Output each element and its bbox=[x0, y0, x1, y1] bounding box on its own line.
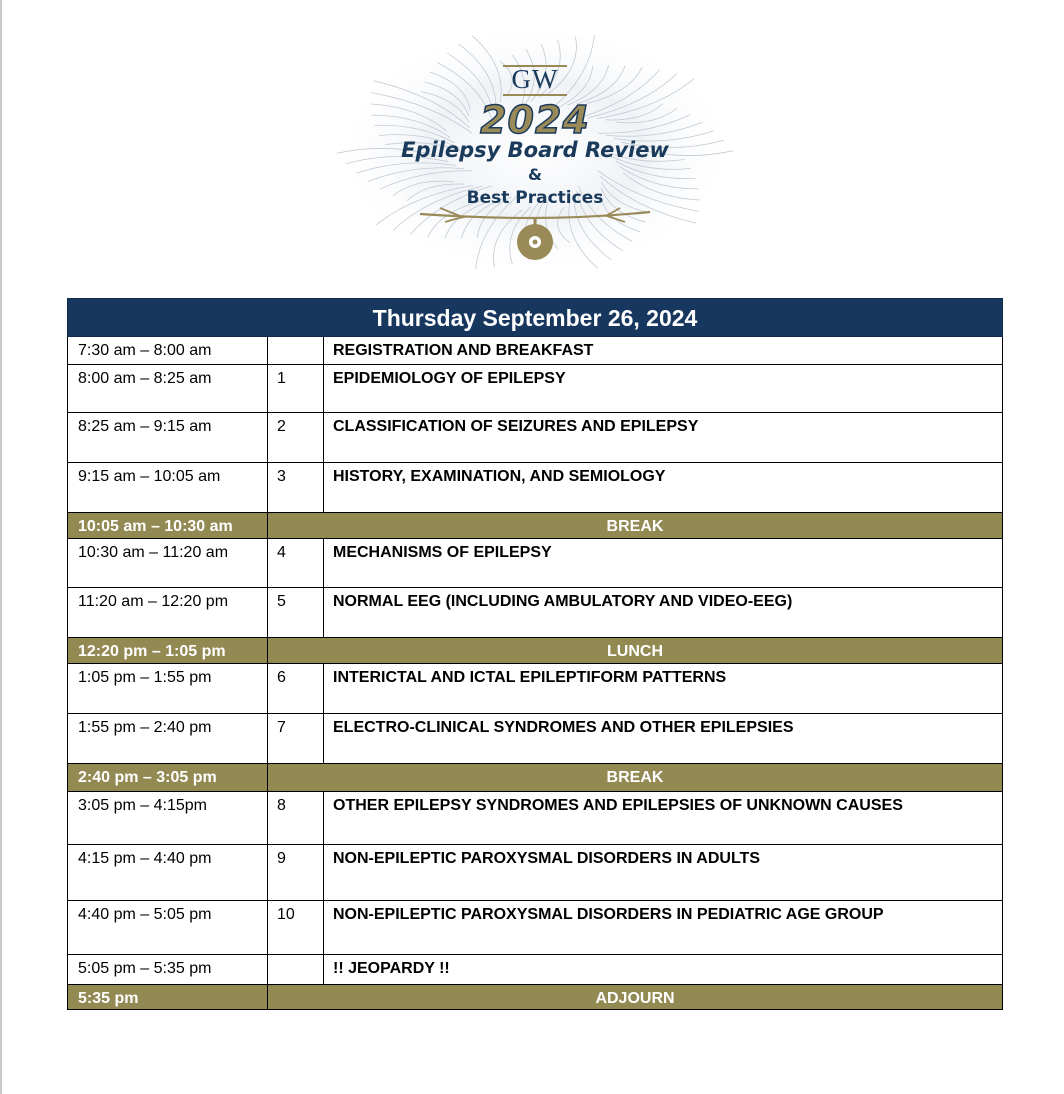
table-row bbox=[67, 664, 1003, 714]
session-title-cell: !! JEOPARDY !! bbox=[333, 960, 450, 977]
table-row bbox=[67, 714, 1003, 764]
break-label: BREAK bbox=[606, 769, 664, 786]
session-title-cell: REGISTRATION AND BREAKFAST bbox=[333, 342, 594, 359]
logo-year: 2024 bbox=[480, 98, 590, 142]
table-row bbox=[67, 337, 1003, 365]
session-number-cell: 3 bbox=[268, 463, 324, 512]
table-row bbox=[67, 463, 1003, 513]
session-number-cell: 8 bbox=[268, 792, 324, 844]
logo-title: Epilepsy Board Review bbox=[401, 138, 669, 162]
break-label: BREAK bbox=[606, 518, 664, 535]
session-title-cell: ELECTRO-CLINICAL SYNDROMES AND OTHER EPILEPSIES bbox=[333, 719, 794, 736]
time-cell: 3:05 pm – 4:15pm bbox=[68, 792, 268, 844]
session-number-cell: 5 bbox=[268, 588, 324, 637]
time-cell: 10:30 am – 11:20 am bbox=[68, 539, 268, 587]
table-row bbox=[67, 539, 1003, 588]
logo-ampersand: & bbox=[528, 165, 542, 184]
session-number-cell: 1 bbox=[268, 365, 324, 412]
session-title-cell: OTHER EPILEPSY SYNDROMES AND EPILEPSIES OF UNKNOWN CAUSES bbox=[333, 797, 903, 814]
time-cell: 4:40 pm – 5:05 pm bbox=[68, 901, 268, 954]
session-title-cell: HISTORY, EXAMINATION, AND SEMIOLOGY bbox=[333, 468, 666, 485]
session-number-cell bbox=[268, 955, 324, 984]
session-number-cell: 4 bbox=[268, 539, 324, 587]
time-cell: 8:25 am – 9:15 am bbox=[68, 413, 268, 462]
time-cell: 5:05 pm – 5:35 pm bbox=[68, 955, 268, 984]
break-label: LUNCH bbox=[607, 643, 663, 660]
session-title-cell: NORMAL EEG (INCLUDING AMBULATORY AND VIDEO-EEG) bbox=[333, 593, 793, 610]
page-edge bbox=[0, 0, 2, 1094]
time-cell: 8:00 am – 8:25 am bbox=[68, 365, 268, 412]
time-cell: 1:55 pm – 2:40 pm bbox=[68, 714, 268, 763]
table-row bbox=[67, 413, 1003, 463]
table-row bbox=[67, 955, 1003, 985]
session-number-cell: 10 bbox=[268, 901, 324, 954]
time-cell: 10:05 am – 10:30 am bbox=[68, 513, 268, 538]
break-row bbox=[67, 513, 1003, 539]
session-number-cell: 7 bbox=[268, 714, 324, 763]
break-label: ADJOURN bbox=[595, 990, 675, 1007]
session-number-cell: 6 bbox=[268, 664, 324, 713]
time-cell: 5:35 pm bbox=[68, 985, 268, 1009]
schedule-table bbox=[67, 298, 1003, 1010]
session-title-cell: MECHANISMS OF EPILEPSY bbox=[333, 544, 552, 561]
table-row bbox=[67, 365, 1003, 413]
session-number-cell bbox=[268, 337, 324, 364]
break-row bbox=[67, 764, 1003, 792]
time-cell: 2:40 pm – 3:05 pm bbox=[68, 764, 268, 791]
break-row bbox=[67, 638, 1003, 664]
table-row bbox=[67, 845, 1003, 901]
date-heading: Thursday September 26, 2024 bbox=[67, 298, 1003, 337]
time-cell: 4:15 pm – 4:40 pm bbox=[68, 845, 268, 900]
time-cell: 1:05 pm – 1:55 pm bbox=[68, 664, 268, 713]
logo-subtitle: Best Practices bbox=[466, 188, 604, 208]
table-row bbox=[67, 792, 1003, 845]
break-row bbox=[67, 985, 1003, 1010]
session-title-cell: NON-EPILEPTIC PAROXYSMAL DISORDERS IN PEDIATRIC AGE GROUP bbox=[333, 906, 884, 923]
session-title-cell: INTERICTAL AND ICTAL EPILEPTIFORM PATTERNS bbox=[333, 669, 727, 686]
time-cell: 11:20 am – 12:20 pm bbox=[68, 588, 268, 637]
time-cell: 9:15 am – 10:05 am bbox=[68, 463, 268, 512]
session-title-cell: CLASSIFICATION OF SEIZURES AND EPILEPSY bbox=[333, 418, 699, 435]
logo-gw-mark: GW bbox=[511, 64, 559, 94]
session-number-cell: 2 bbox=[268, 413, 324, 462]
time-cell: 7:30 am – 8:00 am bbox=[68, 337, 268, 364]
session-number-cell: 9 bbox=[268, 845, 324, 900]
table-row bbox=[67, 901, 1003, 955]
table-row bbox=[67, 588, 1003, 638]
session-title-cell: NON-EPILEPTIC PAROXYSMAL DISORDERS IN ADULTS bbox=[333, 850, 760, 867]
conference-logo bbox=[330, 22, 740, 284]
schedule-rows bbox=[67, 337, 1003, 1010]
session-title-cell: EPIDEMIOLOGY OF EPILEPSY bbox=[333, 370, 566, 387]
time-cell: 12:20 pm – 1:05 pm bbox=[68, 638, 268, 663]
